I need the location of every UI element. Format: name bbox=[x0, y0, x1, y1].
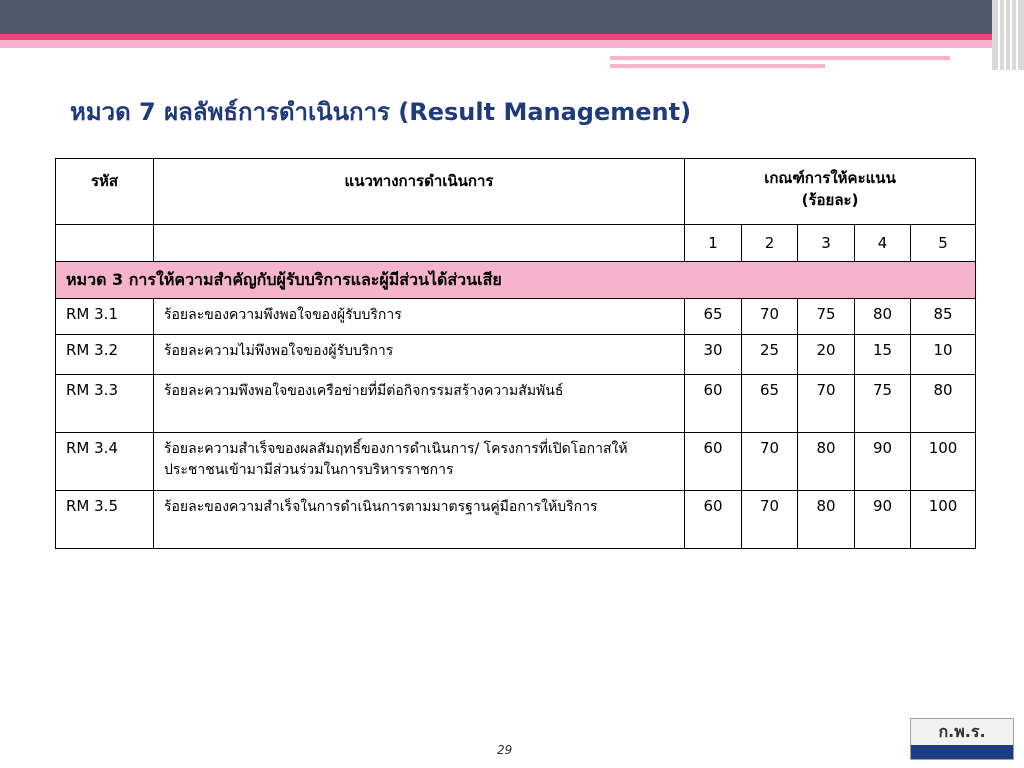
row-score: 70 bbox=[798, 375, 855, 433]
decorative-line bbox=[610, 64, 825, 68]
results-table bbox=[55, 158, 976, 549]
row-score: 70 bbox=[742, 433, 798, 491]
score-level: 5 bbox=[911, 225, 976, 262]
score-level: 4 bbox=[855, 225, 911, 262]
row-score: 80 bbox=[855, 299, 911, 335]
logo-text: ก.พ.ร. bbox=[938, 722, 986, 741]
row-score: 100 bbox=[911, 433, 976, 491]
row-score: 65 bbox=[742, 375, 798, 433]
row-code: RM 3.3 bbox=[56, 375, 154, 433]
row-description: ร้อยละความไม่พึงพอใจของผู้รับบริการ bbox=[154, 335, 685, 375]
row-score: 80 bbox=[798, 433, 855, 491]
slide-title: หมวด 7 ผลลัพธ์การดำเนินการ (Result Management) bbox=[70, 98, 692, 126]
row-score: 90 bbox=[855, 491, 911, 549]
row-code: RM 3.4 bbox=[56, 433, 154, 491]
table-row bbox=[56, 335, 976, 375]
score-level: 1 bbox=[685, 225, 742, 262]
banner-light-pink-stripe bbox=[0, 40, 992, 48]
row-score: 75 bbox=[855, 375, 911, 433]
row-code: RM 3.1 bbox=[56, 299, 154, 335]
table-row bbox=[56, 491, 976, 549]
logo-bar bbox=[911, 745, 1013, 759]
header-banner bbox=[0, 0, 992, 34]
score-level: 3 bbox=[798, 225, 855, 262]
empty-cell bbox=[154, 225, 685, 262]
row-score: 20 bbox=[798, 335, 855, 375]
empty-cell bbox=[56, 225, 154, 262]
table-row bbox=[56, 299, 976, 335]
row-score: 75 bbox=[798, 299, 855, 335]
row-score: 60 bbox=[685, 491, 742, 549]
row-description: ร้อยละของความสำเร็จในการดำเนินการตามมาตรฐานคู่มือการให้บริการ bbox=[154, 491, 685, 549]
row-score: 30 bbox=[685, 335, 742, 375]
score-level: 2 bbox=[742, 225, 798, 262]
row-score: 15 bbox=[855, 335, 911, 375]
header-approach: แนวทางการดำเนินการ bbox=[154, 159, 685, 225]
row-description: ร้อยละของความพึงพอใจของผู้รับบริการ bbox=[154, 299, 685, 335]
section-heading: หมวด 3 การให้ความสำคัญกับผู้รับบริการและผู้มีส่วนได้ส่วนเสีย bbox=[56, 262, 976, 299]
row-score: 65 bbox=[685, 299, 742, 335]
row-score: 70 bbox=[742, 299, 798, 335]
table-header-row bbox=[56, 159, 976, 225]
table-row bbox=[56, 375, 976, 433]
header-criteria-title: เกณฑ์การให้คะแนน bbox=[764, 169, 896, 187]
page-number: 29 bbox=[497, 743, 513, 757]
decorative-line bbox=[610, 56, 950, 60]
header-criteria bbox=[685, 159, 976, 225]
row-score: 25 bbox=[742, 335, 798, 375]
header-criteria-unit: (ร้อยละ) bbox=[801, 191, 859, 209]
row-score: 80 bbox=[911, 375, 976, 433]
row-score: 70 bbox=[742, 491, 798, 549]
header-code: รหัส bbox=[56, 159, 154, 225]
row-description: ร้อยละความสำเร็จของผลสัมฤทธิ์ของการดำเนินการ/ โครงการที่เปิดโอกาสให้ประชาชนเข้ามามีส่วนร่วมในการบริหารราชการ bbox=[154, 433, 685, 491]
section-row bbox=[56, 262, 976, 299]
row-score: 10 bbox=[911, 335, 976, 375]
row-score: 100 bbox=[911, 491, 976, 549]
row-code: RM 3.5 bbox=[56, 491, 154, 549]
opdc-logo bbox=[910, 718, 1014, 760]
row-score: 80 bbox=[798, 491, 855, 549]
row-score: 60 bbox=[685, 433, 742, 491]
score-level-row bbox=[56, 225, 976, 262]
row-score: 85 bbox=[911, 299, 976, 335]
row-description: ร้อยละความพึงพอใจของเครือข่ายที่มีต่อกิจกรรมสร้างความสัมพันธ์ bbox=[154, 375, 685, 433]
row-code: RM 3.2 bbox=[56, 335, 154, 375]
banner-stripes bbox=[992, 0, 1024, 70]
row-score: 90 bbox=[855, 433, 911, 491]
table-row bbox=[56, 433, 976, 491]
row-score: 60 bbox=[685, 375, 742, 433]
